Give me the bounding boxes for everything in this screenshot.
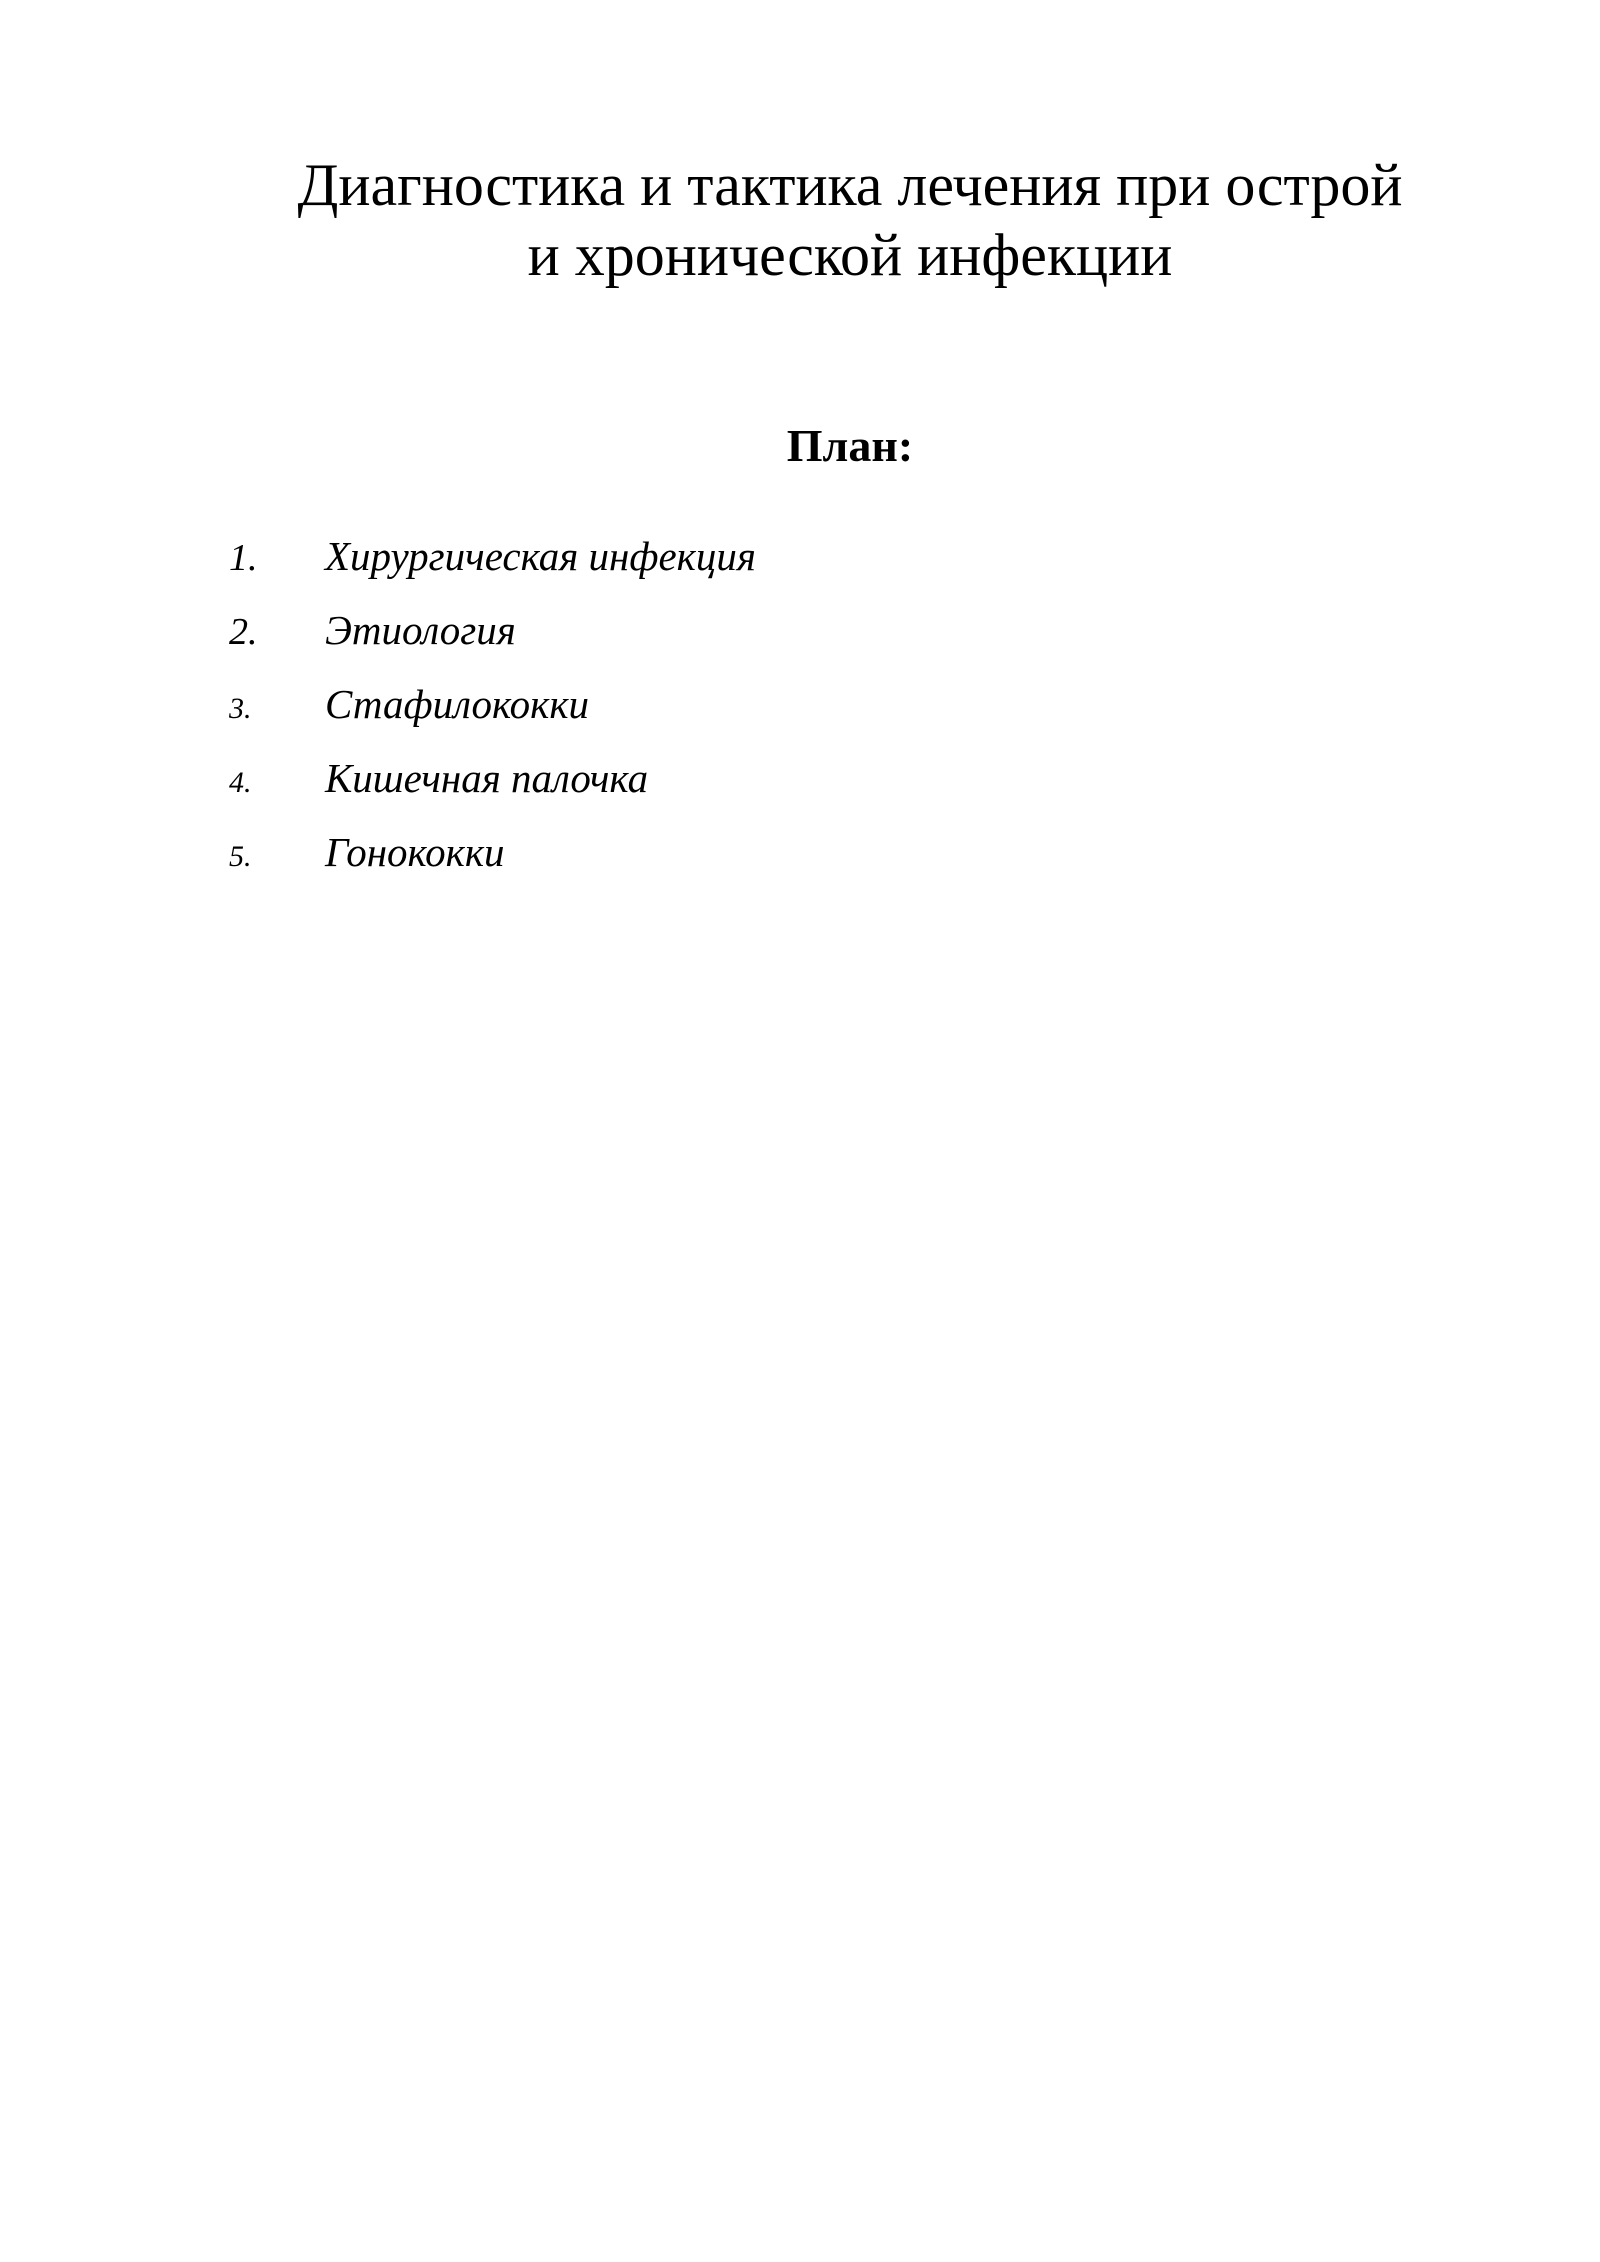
title-line-1: Диагностика и тактика лечения при острой — [297, 152, 1403, 218]
plan-list — [229, 528, 756, 898]
list-item-text: Этиология — [325, 607, 516, 653]
list-item-text: Гонококки — [325, 829, 505, 875]
list-item — [229, 528, 756, 602]
title-line-2: и хронической инфекции — [527, 222, 1173, 288]
list-item — [229, 602, 756, 676]
list-item — [229, 676, 756, 750]
list-item-number: 3. — [229, 692, 252, 725]
list-item — [229, 750, 756, 824]
list-item — [229, 824, 756, 898]
list-item-number: 1. — [229, 537, 258, 579]
list-item-text: Стафилококки — [325, 681, 589, 727]
list-item-text: Хирургическая инфекция — [325, 533, 756, 579]
plan-heading: План: — [786, 420, 914, 471]
page-title — [200, 150, 1500, 290]
list-item-text: Кишечная палочка — [325, 755, 649, 801]
list-item-number: 2. — [229, 611, 258, 653]
list-item-number: 4. — [229, 766, 252, 799]
list-item-number: 5. — [229, 840, 252, 873]
